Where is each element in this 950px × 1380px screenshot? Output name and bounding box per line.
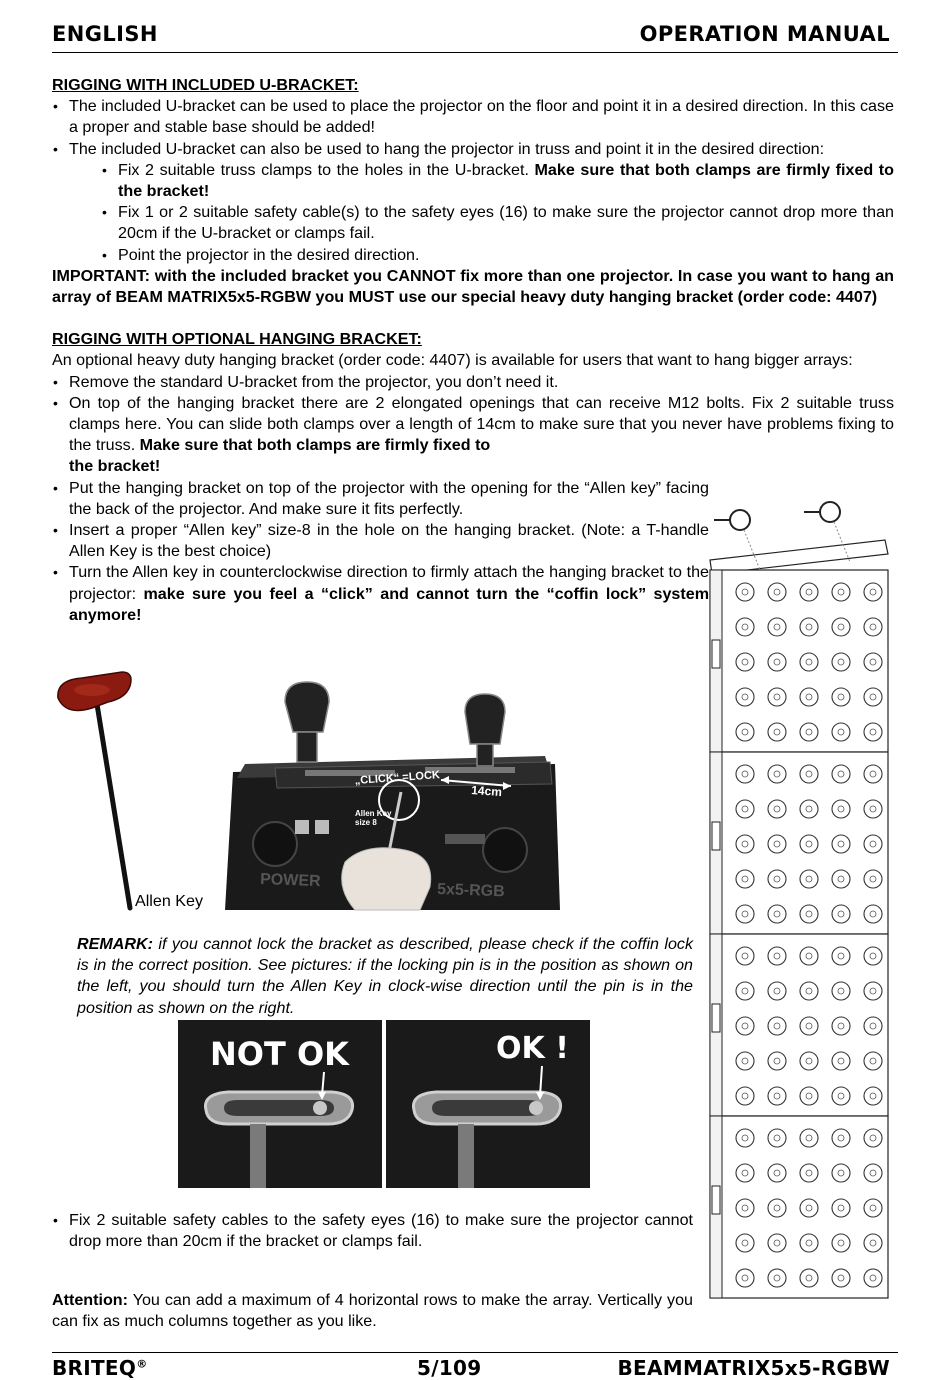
hanging-bracket-photo xyxy=(215,672,575,912)
lock-position-photos xyxy=(178,1020,590,1188)
remark-label: REMARK: xyxy=(77,935,153,953)
list-item: • The included U-bracket can also be used to hang the projector in truss and point it in the desired direction: • Fix 2 suitable truss clamps to the holes in the U-bracket. Make sure that both clamps are firmly fixed to the bracket! • Fix 1 or 2 suitable safety cable(s) to the safety eyes (16) to make sure the projector cannot drop more than 20cm if the U-bracket or clamps fail. • Point the projector in the desired direction. xyxy=(52,139,894,266)
attention-note xyxy=(52,1290,693,1332)
allen-key-illustration xyxy=(52,668,142,913)
section-title-hanging-bracket: RIGGING WITH OPTIONAL HANGING BRACKET: xyxy=(52,330,422,349)
list-item: • Turn the Allen key in counterclockwise direction to firmly attach the hanging bracket to the projector: make sure you feel a “click” and cannot turn the “coffin lock” system anymore! xyxy=(52,562,709,626)
allen-key-label: Allen Key xyxy=(135,892,203,910)
attention-text: You can add a maximum of 4 horizontal rows to make the array. Vertically you can fix as much columns together as you like. xyxy=(52,1290,693,1330)
length-label: 14cm xyxy=(470,783,503,800)
truss-clamp-2 xyxy=(820,502,840,522)
allen-key-size-label-1: Allen Key xyxy=(355,809,392,818)
attention-label: Attention: xyxy=(52,1290,128,1309)
sub-list-item: • Fix 1 or 2 suitable safety cable(s) to the safety eyes (16) to make sure the projector cannot drop more than 20cm if the U-bracket or clamps fail. xyxy=(101,202,894,244)
header-manual-title: OPERATION MANUAL xyxy=(639,22,890,46)
ok-label: OK ! xyxy=(496,1031,569,1066)
footer-page-number: 5/109 xyxy=(417,1356,482,1380)
footer-model: BEAMMATRIX5x5-RGBW xyxy=(617,1356,890,1380)
click-lock-label: „CLICK“ =LOCK xyxy=(354,769,441,787)
sub-list-item: • Fix 2 suitable truss clamps to the holes in the U-bracket. Make sure that both clamps are firmly fixed to the bracket! xyxy=(101,160,894,202)
list-item: • Remove the standard U-bracket from the projector, you don’t need it. xyxy=(52,372,894,393)
u-bracket-list xyxy=(52,96,894,266)
allen-key-size-label-2: size 8 xyxy=(355,818,377,827)
section-title-u-bracket: RIGGING WITH INCLUDED U-BRACKET: xyxy=(52,76,359,94)
sub-list-item: • Point the projector in the desired direction. xyxy=(101,245,894,266)
array-of-projectors-drawing xyxy=(700,490,900,1340)
list-item: • On top of the hanging bracket there are 2 elongated openings that can receive M12 bolts. Fix 2 suitable truss clamps here. You can slide both clamps over a length of 14cm to make sure that you never have problems fixing to the truss. Make sure that both clamps are firmly fixed to the bracket! xyxy=(52,393,894,478)
truss-clamp-1 xyxy=(730,510,750,530)
list-item: • Put the hanging bracket on top of the projector with the opening for the “Allen key” facing the back of the projector. And make sure it fits perfectly. xyxy=(52,478,709,520)
header-language: ENGLISH xyxy=(52,22,158,46)
list-item: • Insert a proper “Allen key” size-8 in the hole on the hanging bracket. (Note: a T-handle Allen Key is the best choice) xyxy=(52,520,709,562)
footer-brand: BRITEQ® xyxy=(52,1356,148,1380)
not-ok-label: NOT OK xyxy=(210,1035,349,1073)
list-item: • Fix 2 suitable safety cables to the safety eyes (16) to make sure the projector cannot drop more than 20cm if the bracket or clamps fail. xyxy=(52,1210,693,1252)
remark-note xyxy=(77,934,693,1019)
sub-list xyxy=(101,160,894,266)
important-note: IMPORTANT: with the included bracket you CANNOT fix more than one projector. In case you want to hang an array of BEAM MATRIX5x5-RGBW you MUST use our special heavy duty hanging bracket (order code: 4407) xyxy=(52,266,894,307)
list-item: • The included U-bracket can be used to place the projector on the floor and point it in a desired direction. In this case a proper and stable base should be added! xyxy=(52,96,894,138)
brand-print-1: POWER xyxy=(259,871,321,891)
remark-text: if you cannot lock the bracket as described, please check if the coffin lock is in the correct position. See pictures: if the locking pin is in the position as shown on the left, you should turn the Allen Key in clock-wise direction until the pin is in the position as shown on the right. xyxy=(77,935,693,1017)
safety-list xyxy=(52,1210,693,1252)
hanging-bracket-intro: An optional heavy duty hanging bracket (order code: 4407) is available for users that want to hang bigger arrays: xyxy=(52,351,853,370)
top-hanging-bracket xyxy=(710,540,888,574)
closing-notes xyxy=(52,1210,693,1348)
page-footer xyxy=(52,1352,898,1379)
page-header xyxy=(52,20,898,53)
brand-print-2: 5x5-RGB xyxy=(436,881,505,901)
